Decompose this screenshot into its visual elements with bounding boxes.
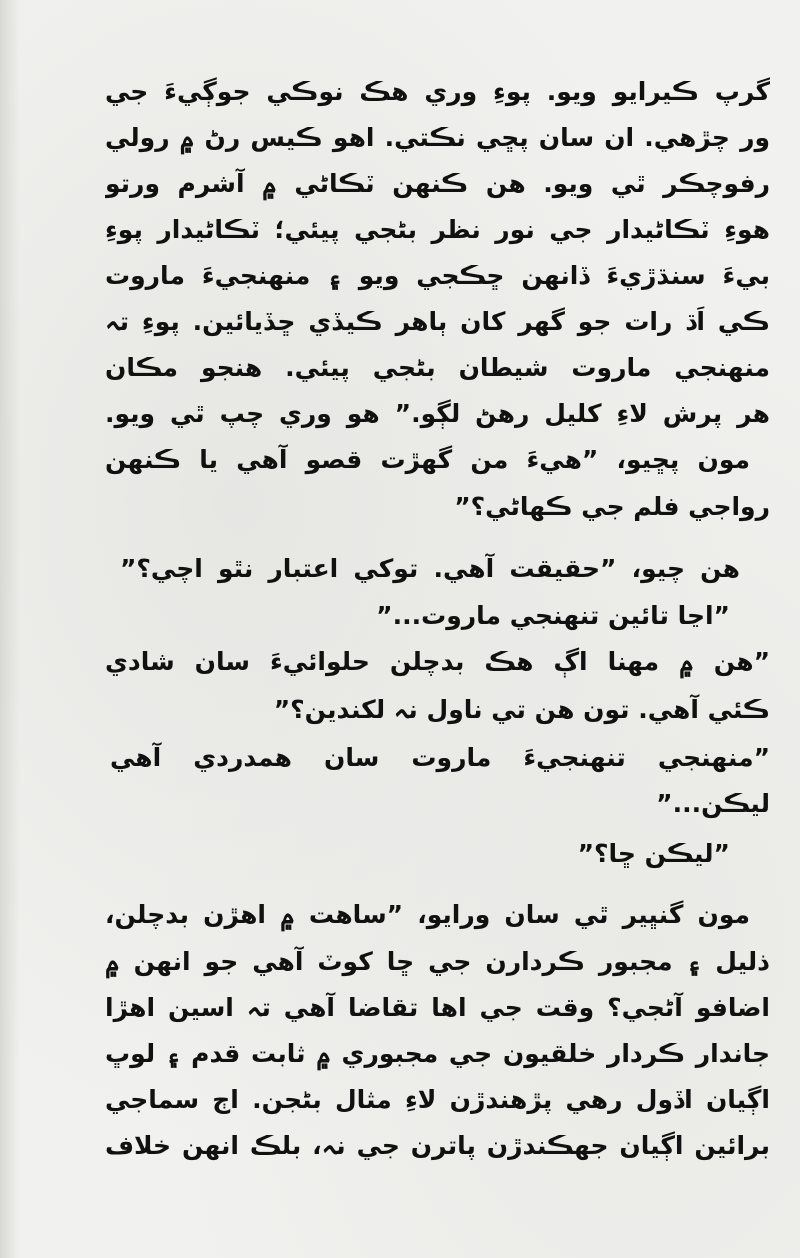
text-line: ور چڙهي. ان سان پڇي نڪتي. اهو ڪيس رڻ ۾ رولي [105,123,770,152]
text-line: برائين اڳيان جهڪندڙن پاترن جي نہ، بلڪ انهن خلاف [105,1131,770,1160]
text-line: اضافو آڻجي؟ وقت جي اها تقاضا آهي تہ اسين اهڙا [105,993,770,1022]
text-line: ”اڃا تائين تنهنجي ماروت...” [376,601,730,630]
text-line: رواجي فلم جي ڪهاڻي؟” [454,492,770,521]
text-line: رفوچڪر ٿي ويو. هن ڪنهن ٽڪاڻي ۾ آشرم ورتو [105,169,770,198]
text-line: گرپ ڪيرايو ويو. پوءِ وري هڪ نوڪي جوڳيءَ جي [105,77,770,106]
text-line: هوءِ ٽڪاڻيدار جي نور نظر بڻجي پيئي؛ ٽڪاڻيدار پوءِ [105,215,770,244]
text-line: ”منهنجي تنهنجيءَ ماروت سان همدردي آهي [110,743,770,772]
page-fold-shadow [0,0,20,1258]
text-line: هن چيو، ”حقيقت آهي. توکي اعتبار نٿو اچي؟” [120,554,740,583]
text-line: بيءَ سنڌڙيءَ ڏانهن ڇڪجي ويو ۽ منهنجيءَ ماروت [105,261,770,290]
text-line: ليڪن...” [656,789,770,818]
text-line: ڪي اَڌ رات جو گهر کان ٻاهر ڪيڏي ڇڏيائين. پوءِ تہ [105,307,770,336]
text-line: ڪئي آهي. تون هن تي ناول نہ لکندين؟” [273,695,770,724]
text-line: مون گنڀير ٿي سان ورايو، ”ساهت ۾ اهڙن بدچلن، [105,900,750,929]
text-line: ”هن ۾ مهنا اڳ هڪ بدچلن حلوائيءَ سان شادي [105,647,770,676]
text-line: مون پڇيو، ”هيءَ من گهڙت قصو آهي يا ڪنهن [105,445,750,474]
text-line: ”ليڪن ڇا؟” [577,839,730,868]
text-line: جاندار ڪردار خلقيون جي مجبوري ۾ ثابت قدم ۽ لوڀ [105,1039,770,1068]
text-line: اڳيان اڏول رهي پڙهندڙن لاءِ مثال بڻجن. اڄ سماجي [105,1085,770,1114]
text-line: منهنجي ماروت شيطان بڻجي پيئي. هنجو مڪان [105,353,770,382]
text-line: هر پرش لاءِ کليل رهڻ لڳو.” هو وري چپ ٿي ويو. [105,399,770,428]
text-line: ذليل ۽ مجبور ڪردارن جي ڇا کوٽ آهي جو انهن ۾ [105,947,770,976]
